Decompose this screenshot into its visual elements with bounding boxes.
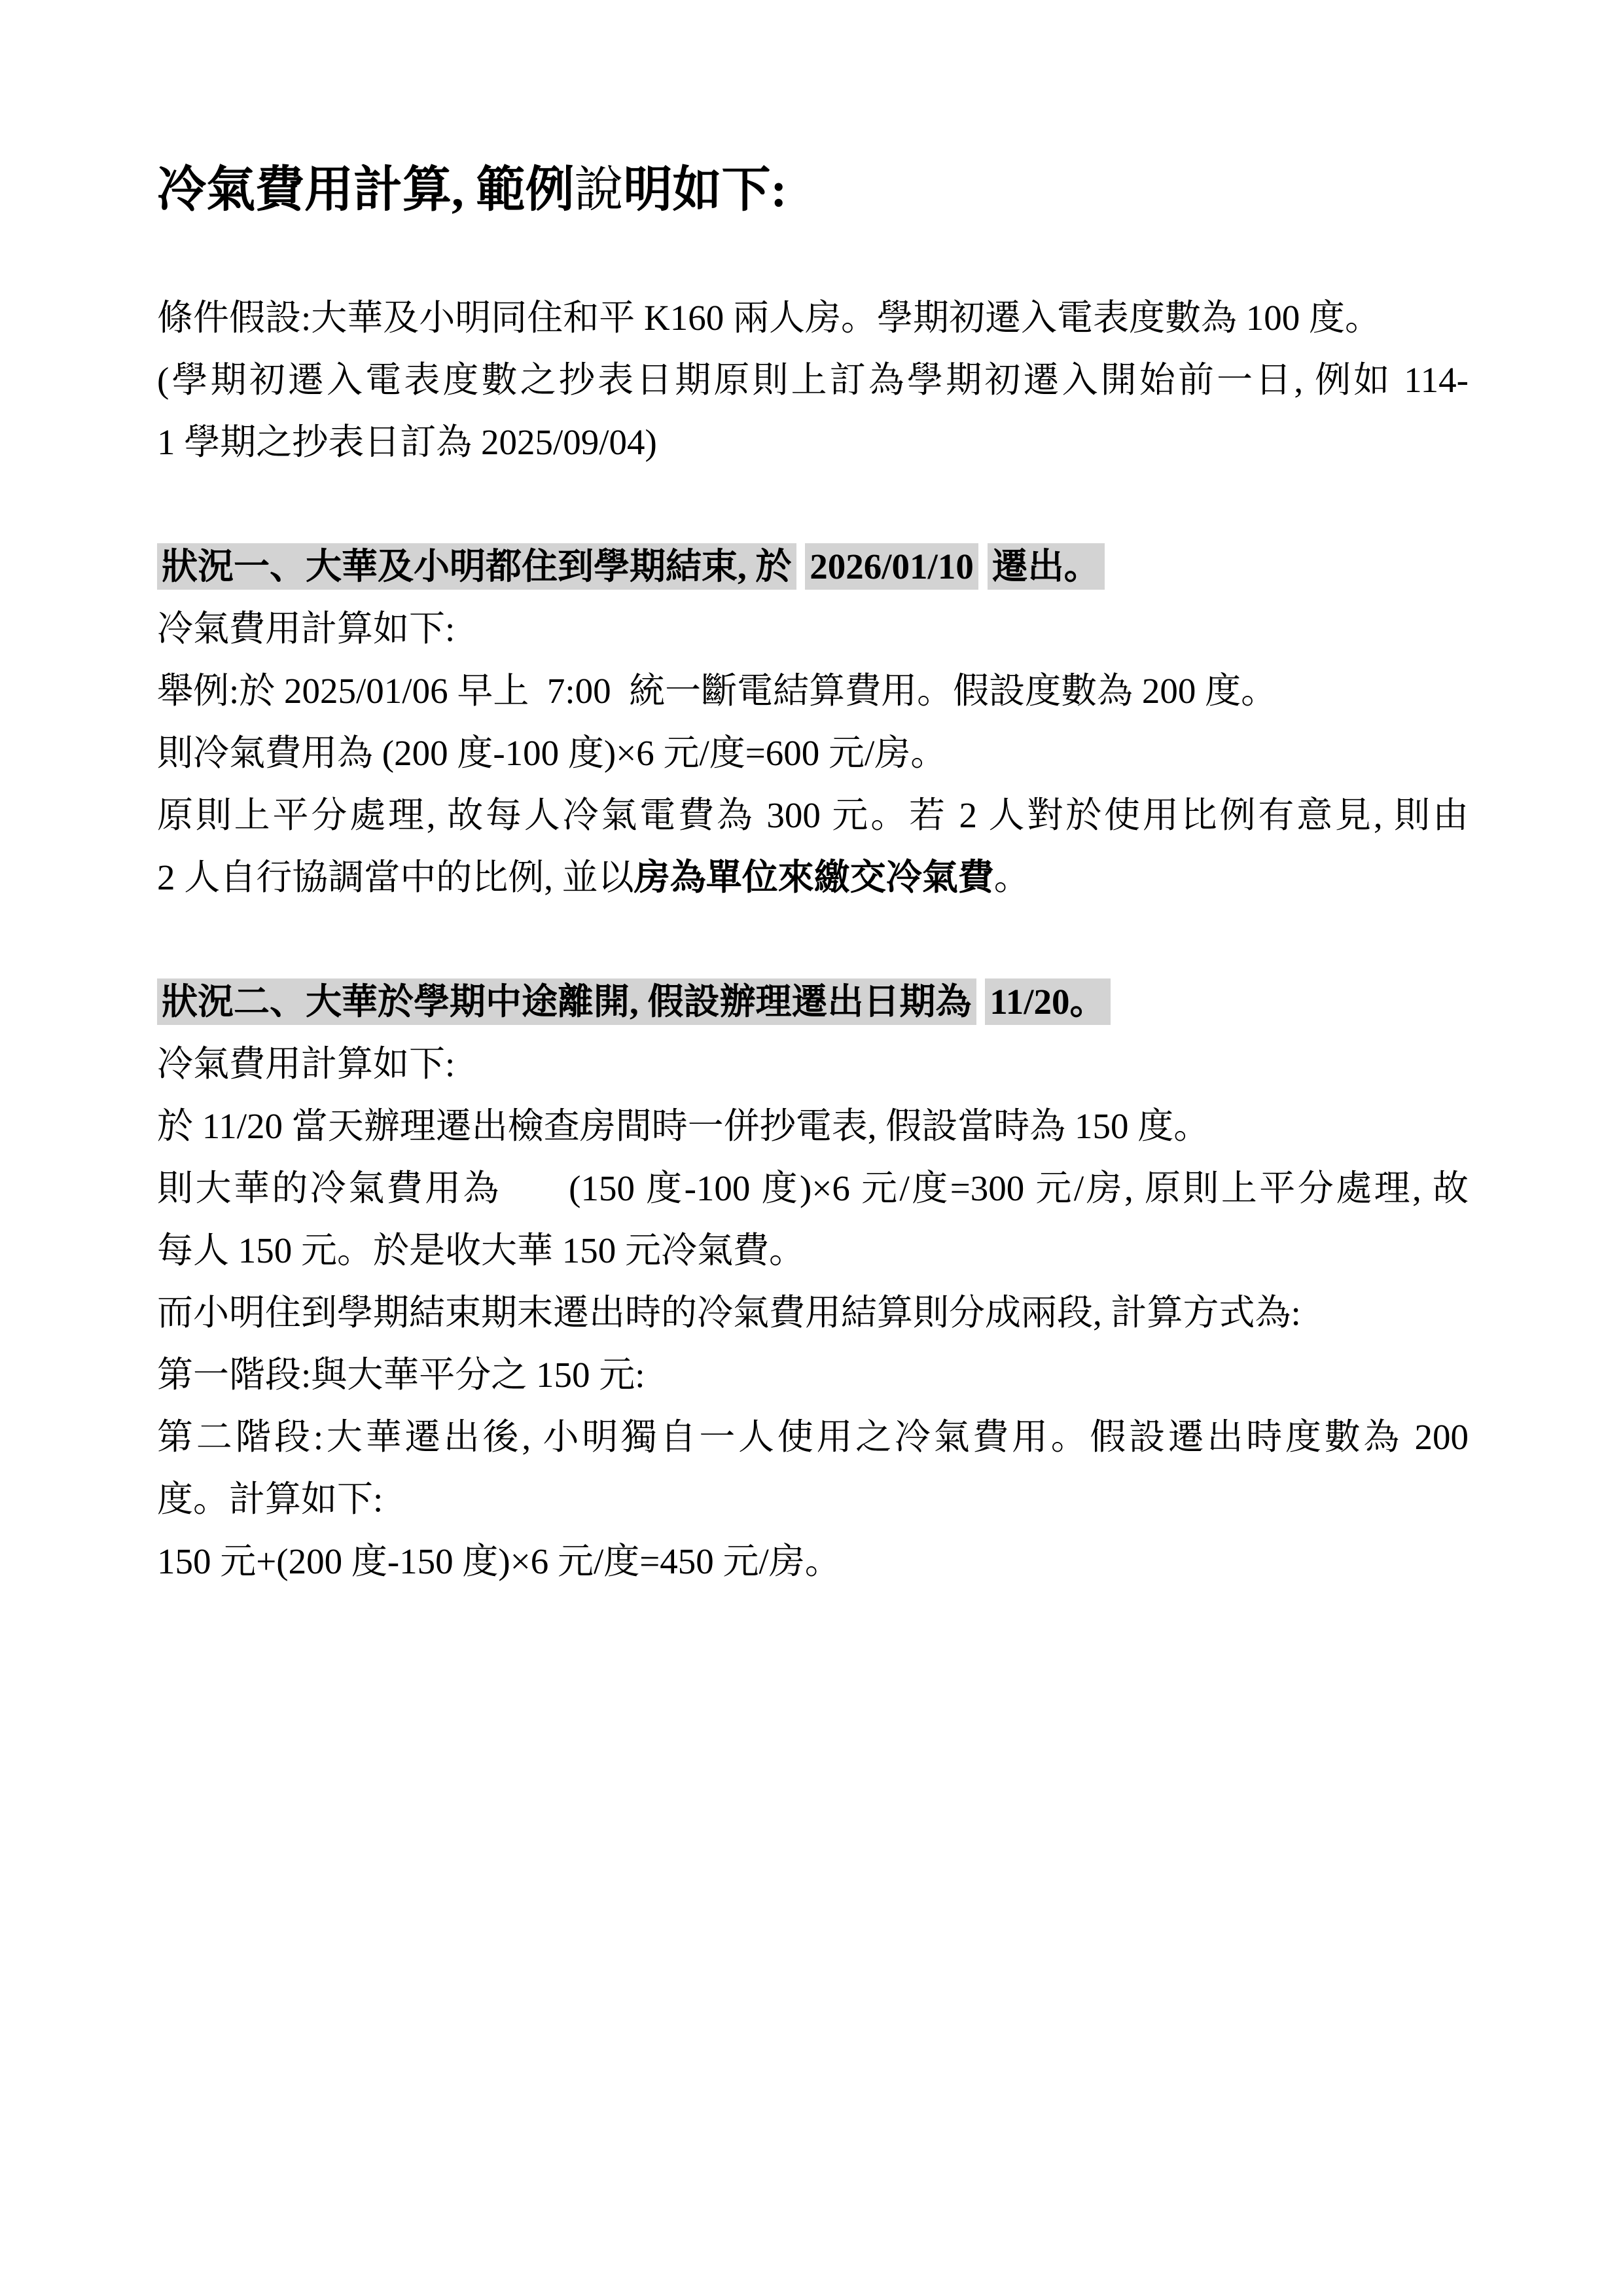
text-line [157, 784, 1469, 846]
text-line [157, 1344, 1469, 1406]
text-line [157, 287, 1469, 349]
text-run: 冷氣費用計算如下: [157, 1044, 455, 1084]
text-run: 度。計算如下: [157, 1479, 383, 1519]
text-run: 2 人自行協調當中的比例, 並以 [157, 857, 634, 897]
text-line [157, 598, 1469, 660]
text-run: 冷氣費用計算, 範例 [157, 163, 575, 217]
highlighted-run: 2026/01/10 [805, 543, 978, 590]
text-line [157, 1033, 1469, 1095]
text-line [157, 1406, 1469, 1468]
text-run: 說 [574, 163, 624, 217]
highlighted-run: 狀況二、大華於學期中途離開, 假設辦理遷出日期為 [157, 978, 976, 1025]
document-body [157, 157, 1469, 1592]
text-line [157, 846, 1469, 908]
text-line [157, 1530, 1469, 1592]
document-title [157, 157, 1469, 224]
text-run: 每人 150 元。於是收大華 150 元冷氣費。 [157, 1230, 806, 1270]
text-line [157, 660, 1469, 722]
paragraph-1 [157, 287, 1469, 473]
text-run: 明如下: [623, 163, 787, 217]
text-run: 房間時一併抄電表, 假設當時為 150 度。 [579, 1106, 1210, 1146]
text-run: 而小明住到學期結束期末遷出時的冷氣費用結算則分成兩段, 計算方式為: [157, 1293, 1301, 1333]
text-line [157, 535, 1469, 598]
text-run [978, 547, 988, 586]
text-run: 150 元+(200 度-150 度)×6 元/度=450 元/房。 [157, 1541, 841, 1581]
text-line [157, 349, 1469, 411]
text-run: 冷氣費用計算如下: [157, 609, 455, 649]
text-run: 第二階段:大華遷出後, 小明獨自一人使用之冷氣費用。假設遷出時度數為 200 [157, 1417, 1469, 1457]
highlighted-run: 11/20。 [985, 978, 1110, 1025]
text-line [157, 157, 1469, 224]
text-run: 原則上平分處理, 故每人冷氣電費為 300 元。若 2 人對於使用比例有意見, 則由 [157, 795, 1469, 835]
text-line [157, 1157, 1469, 1219]
text-run: 則大華的冷氣費用為 (150 度-100 度)×6 元/度=300 元/房, 原則上平分處理, 故 [157, 1168, 1469, 1208]
text-run: 1 學期之抄表日訂為 2025/09/04) [157, 422, 657, 462]
highlighted-run: 狀況一、大華及小明都住到學期結束, 於 [157, 543, 796, 590]
text-line [157, 1095, 1469, 1157]
text-run: 於 11/20 當天辦理遷出檢 [157, 1106, 544, 1146]
highlighted-run: 遷出。 [988, 543, 1105, 590]
text-line [157, 1282, 1469, 1344]
text-line [157, 411, 1469, 473]
situation-2-heading [157, 971, 1469, 1033]
situation-1-heading [157, 535, 1469, 598]
text-run [796, 547, 806, 586]
text-line [157, 1219, 1469, 1282]
paragraph-3 [157, 1033, 1469, 1592]
text-run: 。 [993, 857, 1030, 897]
text-run: 則冷氣費用為 (200 度-100 度)×6 元/度=600 元/房。 [157, 733, 947, 773]
text-run: (學期初遷入電表度數之抄表日期原則上訂為學期初遷入開始前一日, 例如 114- [157, 360, 1469, 400]
paragraph-2 [157, 598, 1469, 908]
text-line [157, 1468, 1469, 1530]
text-run: 查 [543, 1106, 580, 1146]
text-run: 條件假設:大華及小明同住和平 K160 兩人房。學期初遷入電表度數為 100 度。 [157, 298, 1382, 338]
text-run: 第一階段:與大華平分之 150 元: [157, 1355, 645, 1395]
text-run: 房為單位來繳交冷氣費 [633, 857, 994, 897]
text-run [976, 982, 986, 1022]
text-line [157, 971, 1469, 1033]
text-run: 舉例:於 2025/01/06 早上 7:00 統一斷電結算費用。假設度數為 200 度。 [157, 671, 1277, 711]
text-line [157, 722, 1469, 784]
